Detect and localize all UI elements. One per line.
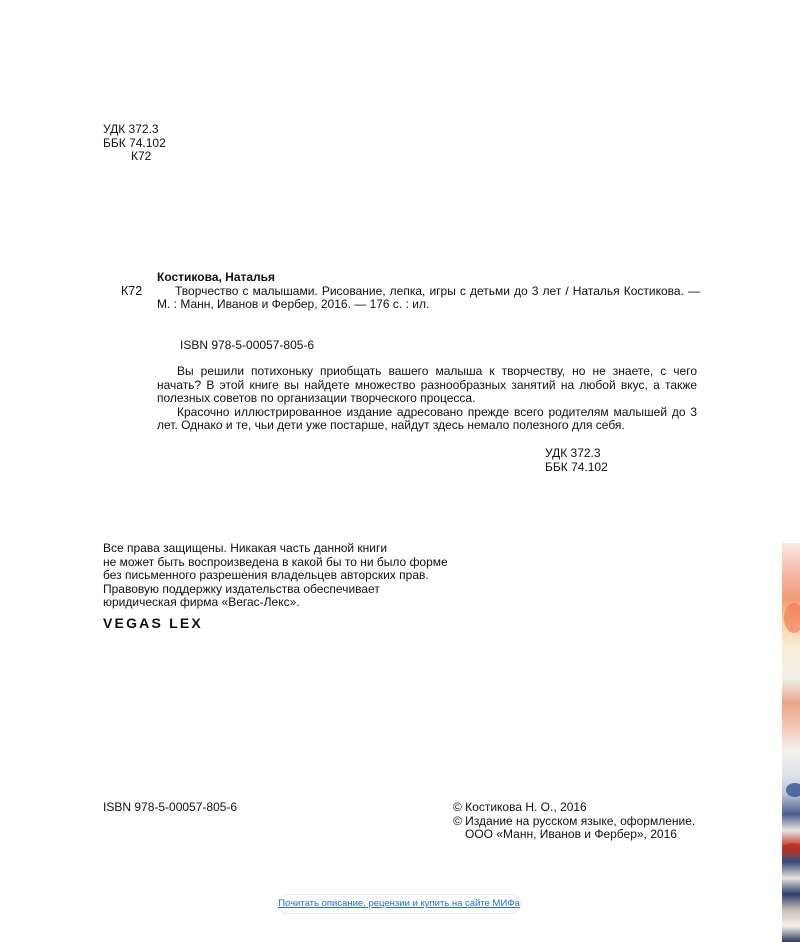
annotation-paragraph: Красочно иллюстрированное издание адресовано прежде всего родителям малышей до 3 лет. Однако и те, чьи дети уже постарше, найдут здесь немало полезного для себя. bbox=[157, 404, 697, 432]
catalog-author: Костикова, Наталья bbox=[157, 270, 276, 284]
rights-line: без письменного разрешения владельцев авторских прав. bbox=[103, 568, 429, 582]
udk-code: УДК 372.3 bbox=[545, 446, 601, 460]
rights-line: юридическая фирма «Вегас-Лекс». bbox=[103, 595, 300, 609]
copyright-line: © Костикова Н. О., 2016 bbox=[453, 800, 587, 814]
rights-line: не может быть воспроизведена в какой бы то ни было форме bbox=[103, 554, 448, 569]
copyright-line: ООО «Манн, Иванов и Фербер», 2016 bbox=[465, 827, 677, 841]
copyright-line: © Издание на русском языке, оформление. bbox=[453, 813, 696, 828]
rights-line: Все права защищены. Никакая часть данной книги bbox=[103, 541, 388, 555]
mif-store-link[interactable]: Почитать описание, рецензии и купить на сайте МИФа bbox=[277, 894, 521, 914]
vegas-lex-logo: VEGAS LEX bbox=[103, 615, 203, 631]
udc-block-bottom bbox=[545, 447, 608, 474]
catalog-description: Творчество с малышами. Рисование, лепка, игры с детьми до 3 лет / Наталья Костикова. — М. : Манн, Иванов и Фербер, 2016. — 176 с. : ил. bbox=[157, 283, 700, 311]
rights-line: Правовую поддержку издательства обеспечивает bbox=[103, 581, 380, 596]
footer-isbn: ISBN 978-5-00057-805-6 bbox=[103, 800, 238, 814]
cover-photo-edge bbox=[782, 543, 800, 942]
catalog-entry bbox=[157, 271, 700, 312]
bbk-code: ББК 74.102 bbox=[545, 459, 608, 474]
author-mark: К72 bbox=[131, 149, 152, 163]
rights-notice bbox=[103, 542, 483, 610]
annotation-paragraph: Вы решили потихоньку приобщать вашего малыша к творчеству, но не знаете, с чего начать? В этой книге вы найдете множество разнообразных занятий на любой вкус, а также полезных советов по организации творческого процесса. bbox=[157, 364, 697, 405]
catalog-isbn: ISBN 978-5-00057-805-6 bbox=[180, 338, 315, 352]
bbk-code: ББК 74.102 bbox=[103, 135, 166, 150]
copyright-block bbox=[453, 801, 695, 842]
udk-code: УДК 372.3 bbox=[103, 122, 159, 136]
catalog-author-mark: К72 bbox=[121, 284, 143, 298]
udc-block-top bbox=[103, 123, 166, 164]
annotation bbox=[157, 365, 697, 433]
